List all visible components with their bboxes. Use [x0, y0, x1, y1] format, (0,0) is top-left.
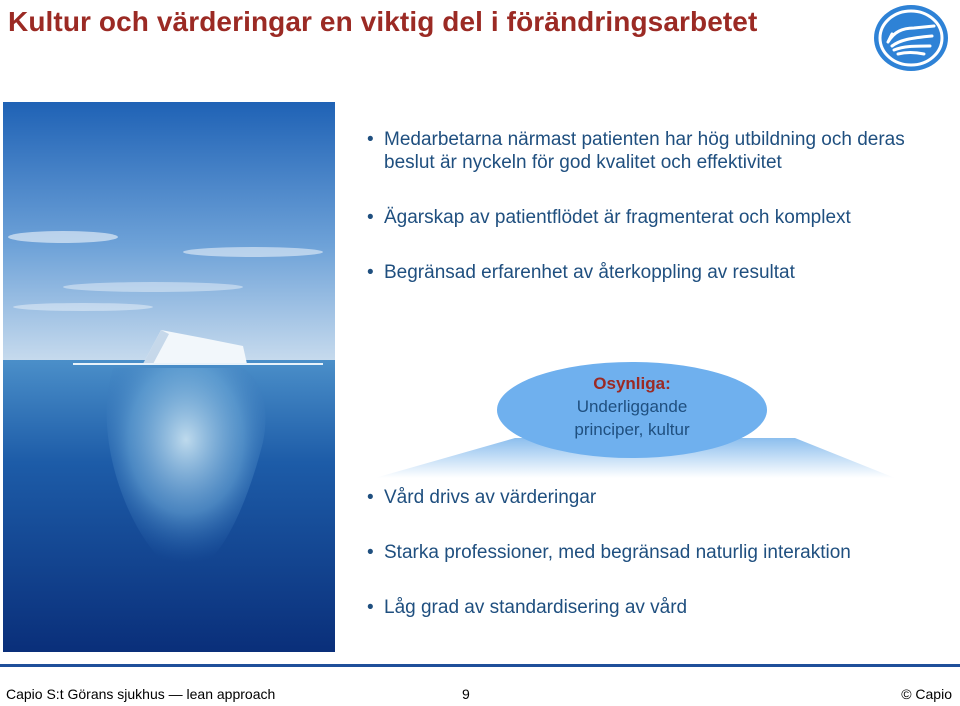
list-item — [367, 128, 957, 174]
bullets-bottom-list — [367, 486, 957, 651]
bullet-text: Begränsad erfarenhet av återkoppling av resultat — [384, 262, 795, 283]
bullet-icon: • — [367, 207, 374, 228]
hidden-layer-line: Underliggande — [576, 397, 688, 416]
bullet-icon: • — [367, 542, 374, 563]
hidden-layer-line: principer, kultur — [574, 420, 690, 439]
bullet-text: Låg grad av standardisering av vård — [384, 597, 688, 618]
hidden-layer-label — [497, 372, 767, 441]
bullet-text: Starka professioner, med begränsad naturlig interaktion — [384, 542, 851, 563]
bullet-icon: • — [367, 129, 374, 150]
bullet-text: Vård drivs av värderingar — [384, 487, 597, 508]
iceberg-photo — [3, 102, 335, 652]
bullet-text: Medarbetarna närmast patienten har hög utbildning och deras beslut är nyckeln för god kvalitet och effektivitet — [384, 129, 905, 173]
list-item — [367, 541, 957, 564]
hidden-layer-heading: Osynliga: — [593, 374, 671, 393]
list-item — [367, 486, 957, 509]
footer-copyright: © Capio — [901, 686, 952, 702]
footer-divider — [0, 664, 960, 667]
slide-title: Kultur och värderingar en viktig del i förändringsarbetet — [8, 6, 758, 37]
bullets-top-list — [367, 128, 957, 316]
footer-organization: Capio S:t Görans sjukhus — lean approach — [6, 686, 276, 702]
list-item — [367, 206, 957, 229]
page-number: 9 — [462, 686, 470, 702]
list-item — [367, 596, 957, 619]
bullet-icon: • — [367, 262, 374, 283]
list-item — [367, 261, 957, 284]
bullet-icon: • — [367, 487, 374, 508]
bullet-text: Ägarskap av patientflödet är fragmenterat och komplext — [384, 207, 851, 228]
bullet-icon: • — [367, 597, 374, 618]
hand-logo-icon — [870, 2, 952, 74]
